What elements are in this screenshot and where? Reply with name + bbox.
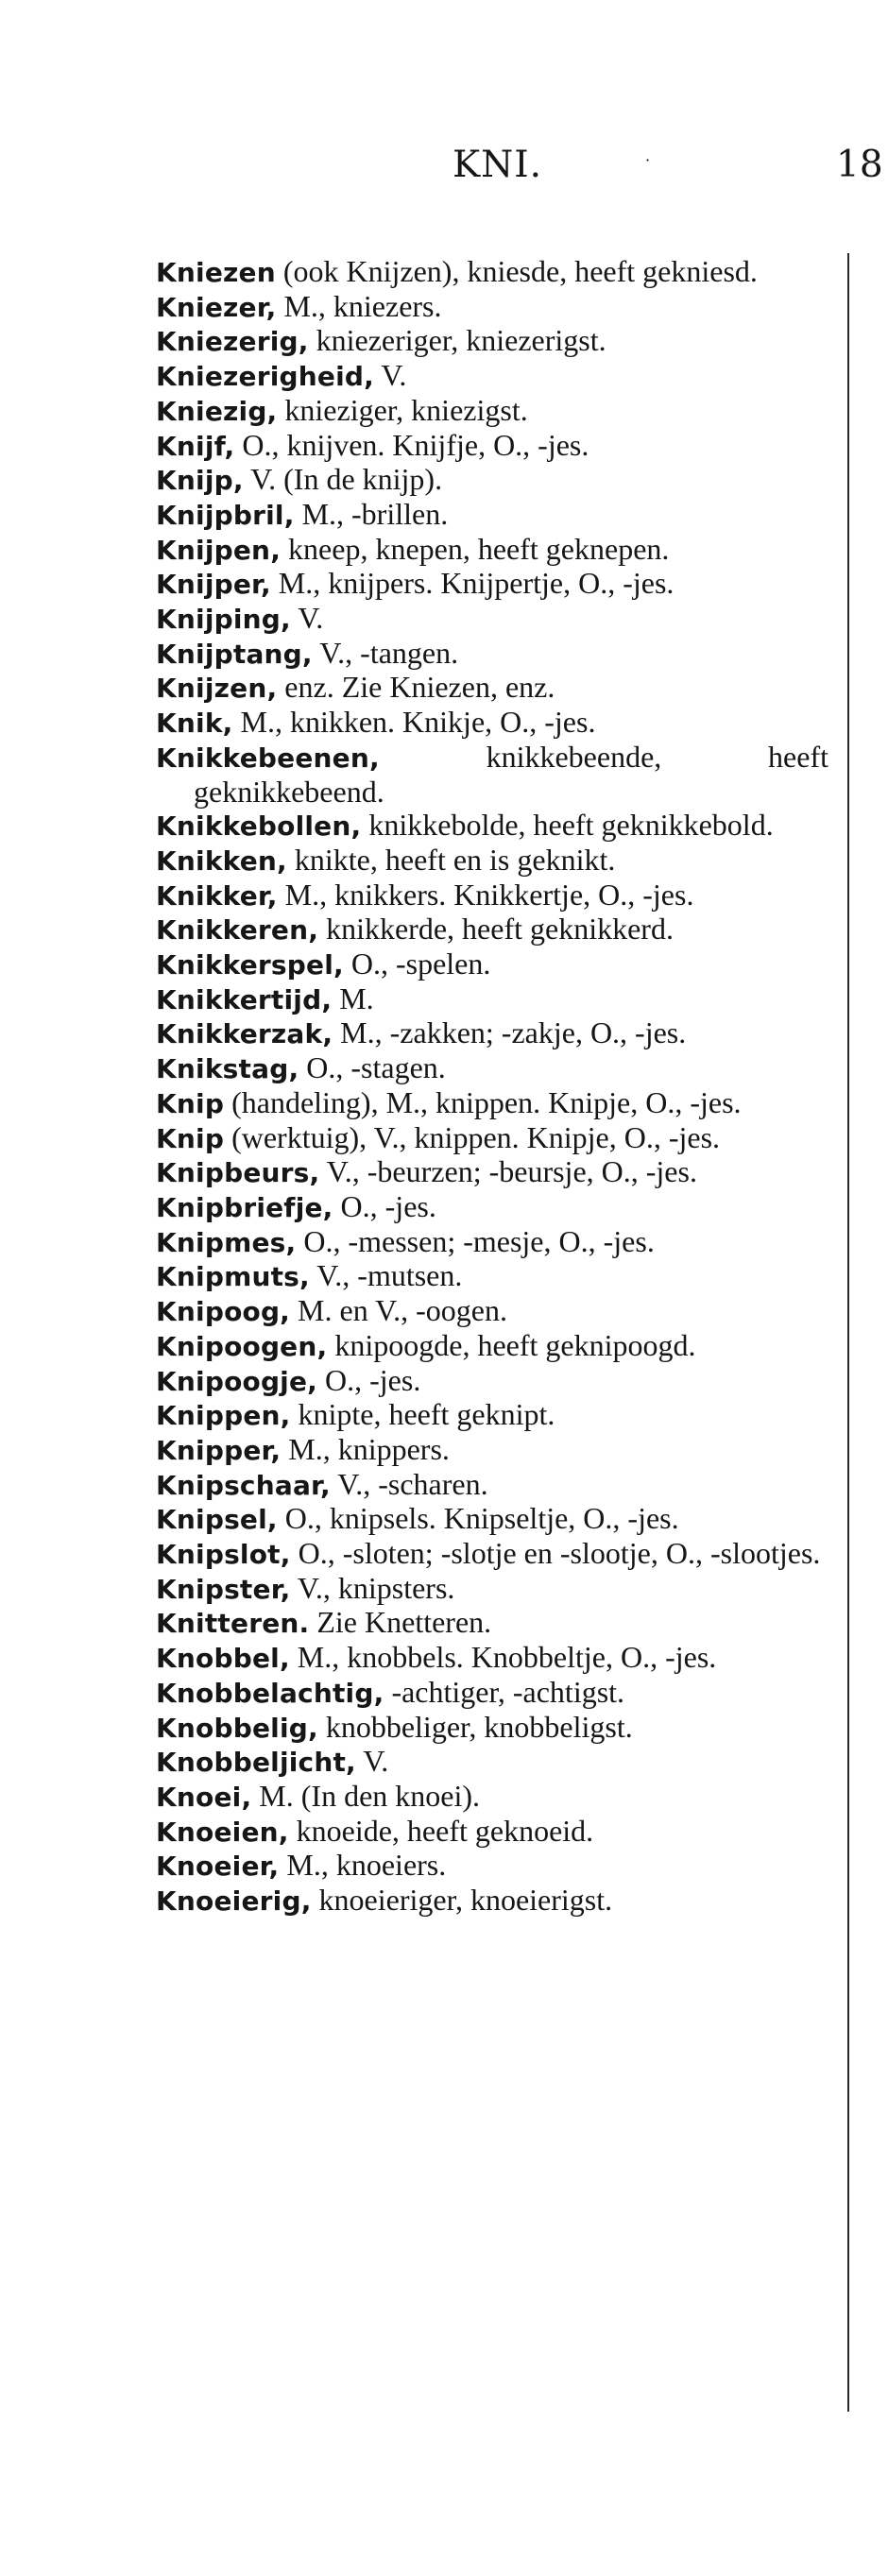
dictionary-entry: [156, 879, 828, 913]
entry-headword: Knikkebeenen,: [156, 742, 380, 774]
entry-headword: Knipsel,: [156, 1504, 278, 1536]
dictionary-entry: [156, 741, 828, 809]
entry-headword: Knipmes,: [156, 1226, 297, 1258]
entry-definition: enz. Zie Kniezen, enz.: [277, 670, 555, 705]
entry-definition: M., knijpers. Knijpertje, O., -jes.: [270, 566, 675, 601]
entry-headword: Knipoogje,: [156, 1365, 318, 1397]
dictionary-entry: [156, 947, 828, 982]
entry-headword: Kniezer,: [156, 291, 277, 323]
dictionary-entry: [156, 1815, 828, 1850]
entry-definition: M. (In den knoei).: [251, 1778, 481, 1813]
entry-headword: Kniezerigheid,: [156, 361, 374, 393]
entry-definition: V., -mutsen.: [309, 1258, 463, 1293]
entry-headword: Knikkebollen,: [156, 810, 362, 843]
dictionary-entry: [156, 982, 828, 1017]
entry-headword: Knipslot,: [156, 1539, 291, 1571]
entry-headword: Knobbelig,: [156, 1712, 318, 1744]
dictionary-entry: [156, 602, 828, 637]
entry-headword: Knikkerzak,: [156, 1018, 333, 1050]
entry-definition: Zie Knetteren.: [309, 1605, 492, 1640]
entry-definition: knikte, heeft en is geknikt.: [286, 842, 616, 877]
entry-definition: knipte, heeft geknipt.: [290, 1397, 555, 1432]
dictionary-entry: [156, 1155, 828, 1190]
entry-headword: Knipmuts,: [156, 1261, 310, 1293]
entry-definition: O., -messen; -mesje, O., -jes.: [296, 1223, 655, 1258]
entry-definition: knikkebeende, heeft geknikkebeend.: [194, 739, 828, 809]
dictionary-entry: [156, 498, 828, 533]
dictionary-entry: [156, 1259, 828, 1294]
entry-definition: M., -brillen.: [294, 496, 449, 531]
entry-definition: knoeide, heeft geknoeid.: [288, 1813, 594, 1848]
entry-definition: V. (In de knijp).: [243, 462, 443, 497]
entry-headword: Knikkerspel,: [156, 949, 344, 981]
entry-headword: Knip: [156, 1087, 225, 1119]
entry-definition: knikkebolde, heeft geknikkebold.: [361, 808, 774, 843]
entry-headword: Knikkertijd,: [156, 983, 333, 1015]
entry-definition: knikkerde, heeft geknikkerd.: [318, 912, 674, 947]
entry-definition: knipoogde, heeft geknipoogd.: [327, 1327, 696, 1362]
dictionary-entry: [156, 1780, 828, 1815]
entry-definition: knoeieriger, knoeierigst.: [311, 1883, 613, 1918]
entry-headword: Knikkeren,: [156, 914, 319, 947]
entry-definition: kniezeriger, kniezerigst.: [308, 323, 606, 358]
entry-headword: Knip: [156, 1122, 225, 1154]
column-rule: [847, 253, 849, 2412]
entry-headword: Knipoog,: [156, 1296, 291, 1328]
entry-headword: Knikker,: [156, 879, 278, 912]
entry-definition: knobbeliger, knobbeligst.: [317, 1709, 633, 1744]
entry-definition: V.: [290, 601, 324, 636]
dictionary-entry: [156, 1364, 828, 1399]
running-head: [0, 144, 888, 191]
entry-definition: M., kniezers.: [276, 288, 442, 323]
dictionary-entry: [156, 1329, 828, 1364]
entry-definition: O., -stagen.: [299, 1050, 446, 1085]
entry-headword: Knobbeljicht,: [156, 1747, 356, 1779]
entry-headword: Knoei,: [156, 1781, 252, 1813]
entry-definition: O., -jes.: [333, 1188, 436, 1223]
dictionary-entry: [156, 1884, 828, 1919]
dictionary-entry: [156, 1572, 828, 1607]
entry-definition: M. en V., -oogen.: [290, 1293, 507, 1328]
entry-definition: M., knikkers. Knikkertje, O., -jes.: [277, 877, 694, 912]
entry-headword: Knijpbril,: [156, 499, 295, 531]
dictionary-entry: [156, 429, 828, 464]
entry-headword: Knoeier,: [156, 1851, 280, 1883]
entry-headword: Knijp,: [156, 465, 244, 497]
entry-headword: Knippen,: [156, 1400, 291, 1432]
entry-definition: kneep, knepen, heeft geknepen.: [281, 531, 670, 566]
entry-headword: Kniezen: [156, 257, 276, 288]
entry-definition: V., -tangen.: [312, 635, 459, 670]
dictionary-entry: [156, 1225, 828, 1260]
entry-headword: Knik,: [156, 708, 233, 740]
entry-definition: O., -jes.: [317, 1362, 421, 1397]
dictionary-entry: [156, 844, 828, 879]
dictionary-entry: [156, 1606, 828, 1641]
dictionary-entry: [156, 1676, 828, 1711]
entry-headword: Knobbelachtig,: [156, 1677, 384, 1709]
entry-headword: Knitteren.: [156, 1608, 310, 1640]
entry-headword: Knipoogen,: [156, 1330, 328, 1362]
entry-definition: V.: [373, 358, 407, 393]
dictionary-entry: [156, 324, 828, 359]
entry-definition: M., knoeiers.: [279, 1848, 447, 1883]
entry-definition: M., knikken. Knikje, O., -jes.: [232, 705, 596, 740]
entry-headword: Knijper,: [156, 569, 271, 601]
dictionary-entry: [156, 255, 828, 290]
entry-definition: M., knippers.: [281, 1431, 450, 1466]
entry-headword: Knoeierig,: [156, 1885, 312, 1918]
dictionary-entry: [156, 394, 828, 429]
entry-definition: M., knobbels. Knobbeltje, O., -jes.: [289, 1640, 717, 1675]
dictionary-entry: [156, 671, 828, 706]
entry-headword: Knijping,: [156, 604, 291, 636]
dictionary-entry: [156, 463, 828, 498]
dictionary-entry: [156, 1016, 828, 1051]
dictionary-entry: [156, 1294, 828, 1329]
dictionary-entry: [156, 1502, 828, 1537]
entry-definition: (ook Knijzen), kniesde, heeft gekniesd.: [275, 254, 758, 288]
entry-definition: M.: [332, 981, 374, 1015]
dictionary-entry: [156, 1086, 828, 1121]
dictionary-entry: [156, 1190, 828, 1225]
entry-definition: O., knijven. Knijfje, O., -jes.: [234, 427, 589, 462]
entry-headword: Knipster,: [156, 1573, 291, 1605]
running-head-dot: ·: [645, 151, 651, 169]
entry-definition: V., -scharen.: [330, 1466, 488, 1501]
dictionary-entry: [156, 290, 828, 325]
entry-definition: (werktuig), V., knippen. Knipje, O., -jes.: [224, 1119, 721, 1154]
dictionary-entry: [156, 1398, 828, 1433]
entry-definition: O., knipsels. Knipseltje, O., -jes.: [277, 1501, 679, 1536]
entry-headword: Knikstag,: [156, 1053, 299, 1085]
dictionary-entry: [156, 1745, 828, 1780]
entry-headword: Knikken,: [156, 844, 287, 877]
entry-headword: Knijpen,: [156, 534, 282, 566]
dictionary-entry: [156, 1641, 828, 1676]
entry-definition: O., -spelen.: [343, 947, 491, 981]
page-number: 18: [836, 144, 883, 186]
entry-definition: V.: [355, 1744, 389, 1779]
entry-definition: -achtiger, -achtigst.: [384, 1674, 625, 1709]
dictionary-entry: [156, 913, 828, 947]
dictionary-entry: [156, 1537, 828, 1572]
dictionary-entry: [156, 1468, 828, 1503]
dictionary-entry: [156, 1711, 828, 1746]
entry-headword: Knijptang,: [156, 638, 313, 670]
entry-definition: O., -sloten; -slotje en -slootje, O., -slootjes.: [290, 1536, 821, 1571]
entry-headword: Knipschaar,: [156, 1469, 331, 1501]
dictionary-entry: [156, 567, 828, 602]
dictionary-entry: [156, 1849, 828, 1884]
dictionary-entry: [156, 533, 828, 568]
dictionary-entry: [156, 637, 828, 672]
entry-definition: knieziger, kniezigst.: [277, 392, 528, 427]
entry-definition: V., knipsters.: [290, 1570, 455, 1605]
entry-headword: Knipper,: [156, 1434, 282, 1466]
dictionary-entry: [156, 706, 828, 741]
running-head-title: KNI.: [453, 144, 543, 186]
entry-headword: Knijf,: [156, 430, 235, 462]
dictionary-entry: [156, 809, 828, 844]
dictionary-entry: [156, 1051, 828, 1086]
dictionary-entry: [156, 359, 828, 394]
entry-list: [156, 255, 828, 1919]
entry-definition: V., -beurzen; -beursje, O., -jes.: [319, 1154, 697, 1189]
entry-headword: Knoeien,: [156, 1816, 289, 1848]
entry-headword: Kniezerig,: [156, 326, 309, 358]
entry-definition: M., -zakken; -zakje, O., -jes.: [333, 1015, 687, 1050]
dictionary-entry: [156, 1121, 828, 1156]
dictionary-entry: [156, 1433, 828, 1468]
entry-headword: Knipbeurs,: [156, 1157, 320, 1189]
entry-headword: Kniezig,: [156, 395, 278, 427]
entry-headword: Knipbriefje,: [156, 1191, 333, 1223]
entry-definition: (handeling), M., knippen. Knipje, O., -jes.: [224, 1084, 742, 1119]
entry-headword: Knijzen,: [156, 673, 278, 705]
entry-headword: Knobbel,: [156, 1643, 290, 1675]
